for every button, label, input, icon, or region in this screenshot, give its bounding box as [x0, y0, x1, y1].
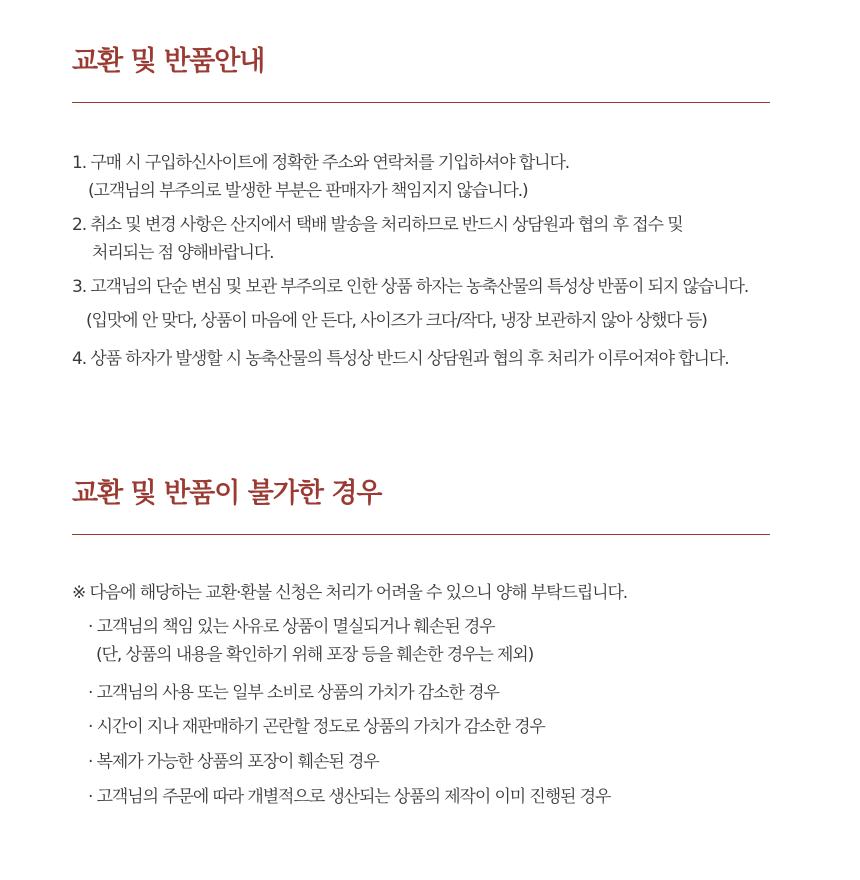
section-divider	[72, 534, 770, 535]
guide-item-2: 2. 취소 및 변경 사항은 산지에서 택배 발송을 처리하므로 반드시 상담원과 협의 후 접수 및	[72, 215, 683, 235]
guide-item-1: 1. 구매 시 구입하신사이트에 정확한 주소와 연락처를 기입하셔야 합니다.	[72, 153, 570, 173]
guide-item-3: 3. 고객님의 단순 변심 및 보관 부주의로 인한 상품 하자는 농축산물의 특성상 반품이 되지 않습니다.	[72, 277, 749, 297]
guide-item-4: 4. 상품 하자가 발생할 시 농축산물의 특성상 반드시 상담원과 협의 후 처리가 이루어져야 합니다.	[72, 349, 729, 369]
section-title-non-returnable: 교환 및 반품이 불가한 경우	[72, 478, 382, 509]
notice-line: ※ 다음에 해당하는 교환·환불 신청은 처리가 어려울 수 있으니 양해 부탁드립니다.	[72, 583, 628, 603]
non-returnable-cases-section	[72, 476, 770, 807]
case-item-3: · 시간이 지나 재판매하기 곤란할 정도로 상품의 가치가 감소한 경우	[88, 717, 545, 737]
section-divider	[72, 102, 770, 103]
guide-item-2-cont: 처리되는 점 양해바랍니다.	[92, 243, 274, 263]
case-item-5: · 고객님의 주문에 따라 개별적으로 생산되는 상품의 제작이 이미 진행된 경우	[88, 787, 611, 807]
case-item-2: · 고객님의 사용 또는 일부 소비로 상품의 가치가 감소한 경우	[88, 683, 499, 703]
case-item-1-note: (단, 상품의 내용을 확인하기 위해 포장 등을 훼손한 경우는 제외)	[96, 645, 534, 665]
section-title-exchange-return-guide: 교환 및 반품안내	[72, 46, 265, 77]
guide-item-3-note: (입맛에 안 맞다, 상품이 마음에 안 든다, 사이즈가 크다/작다, 냉장 보관하지 않아 상했다 등)	[86, 311, 707, 331]
case-item-1: · 고객님의 책임 있는 사유로 상품이 멸실되거나 훼손된 경우	[88, 617, 495, 637]
guide-item-1-note: (고객님의 부주의로 발생한 부분은 판매자가 책임지지 않습니다.)	[88, 181, 528, 201]
case-item-4: · 복제가 가능한 상품의 포장이 훼손된 경우	[88, 752, 379, 772]
exchange-return-guide-section	[72, 44, 770, 369]
